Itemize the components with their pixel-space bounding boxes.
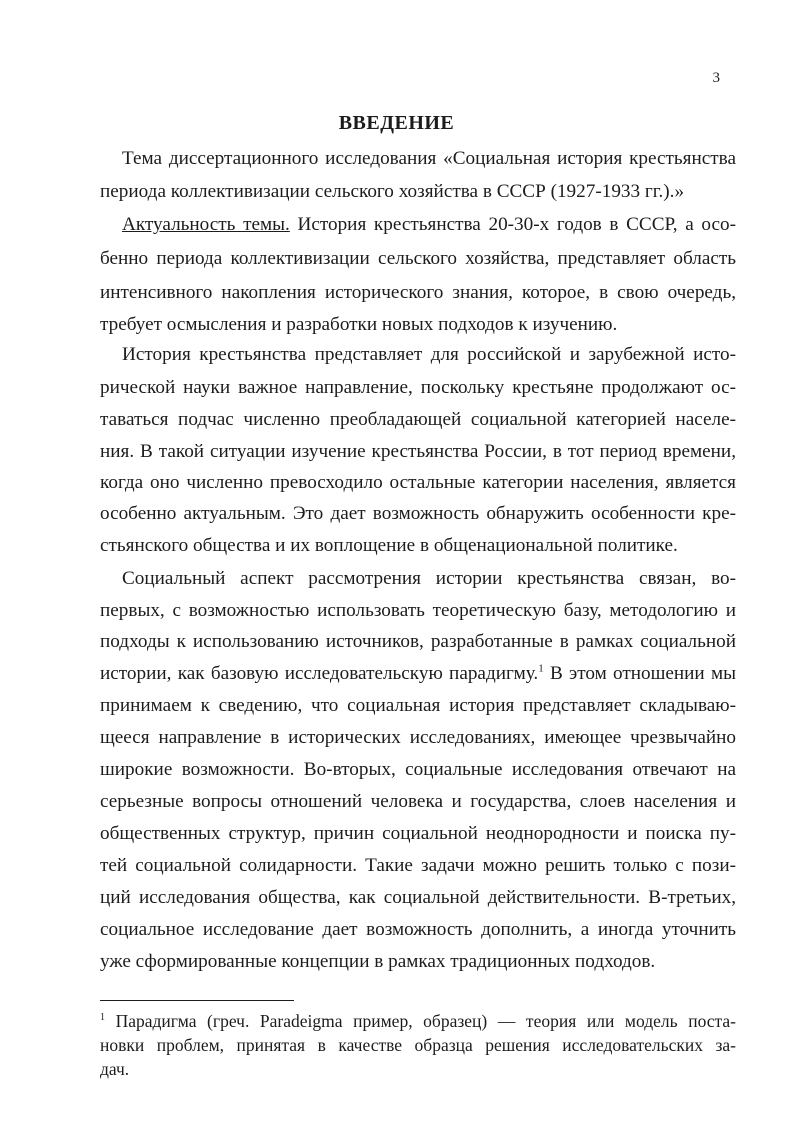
text-line: широкие возможности. Во-вторых, социальные исследования отвечают на: [100, 759, 736, 780]
text-line: стьянского общества и их воплощение в общенациональной политике.: [100, 535, 678, 556]
text-line: [100, 661, 736, 687]
text-line: первых, с возможностью использовать теоретическую базу, методологию и: [100, 600, 736, 621]
footnote-divider: [100, 1000, 294, 1001]
text-line: принимаем к сведению, что социальная история представляет складываю-: [100, 695, 736, 716]
text-fragment: В этом отношении мы: [543, 663, 736, 684]
text-line: Социальный аспект рассмотрения истории крестьянства связан, во-: [122, 568, 736, 589]
text-line: периода коллективизации сельского хозяйства в СССР (1927-1933 гг.).»: [100, 181, 685, 202]
text-fragment: истории, как базовую исследовательскую парадигму.: [100, 663, 539, 684]
text-line: уже сформированные концепции в рамках традиционных подходов.: [100, 951, 656, 972]
text-line: интенсивного накопления исторического знания, которое, в свою очередь,: [100, 282, 736, 303]
text-fragment: Парадигма (греч. Paradeigma пример, образец) — теория или модель поста-: [105, 1011, 736, 1031]
text-line: таваться подчас численно преобладающей социальной категорией населе-: [100, 409, 736, 430]
footnote-reference[interactable]: 1: [538, 662, 544, 675]
text-line: подходы к использованию источников, разработанные в рамках социальной: [100, 631, 736, 652]
footnote-line: дач.: [100, 1059, 130, 1079]
text-line: бенно периода коллективизации сельского хозяйства, представляет область: [100, 248, 736, 269]
text-line: общественных структур, причин социальной неоднородности и поиска пу-: [100, 823, 736, 844]
text-line: когда оно численно превосходило остальные категории населения, является: [100, 472, 736, 493]
text-line: социальное исследование дает возможность дополнить, а иногда уточнить: [100, 919, 736, 940]
footnote-line: [100, 1010, 736, 1032]
text-fragment: История крестьянства 20-30-х годов в СССР, а осо-: [289, 214, 737, 235]
underlined-lead: Актуальность темы.: [122, 214, 290, 235]
text-line: Тема диссертационного исследования «Социальная история крестьянства: [122, 148, 736, 169]
text-line: серьезные вопросы отношений человека и государства, слоев населения и: [100, 791, 736, 812]
text-line: ций исследования общества, как социальной действительности. В-третьих,: [100, 887, 736, 908]
footnote-mark: 1: [100, 1012, 105, 1024]
text-line: История крестьянства представляет для российской и зарубежной исто-: [122, 344, 736, 365]
footnote-line: новки проблем, принятая в качестве образца решения исследовательских за-: [100, 1035, 736, 1055]
text-line: тей социальной солидарности. Такие задачи можно решить только с пози-: [100, 855, 736, 876]
section-heading: ВВЕДЕНИЕ: [338, 112, 455, 134]
text-line: особенно актуальным. Это дает возможность обнаружить особенности кре-: [100, 503, 736, 524]
text-line: ния. В такой ситуации изучение крестьянства России, в тот период времени,: [100, 441, 736, 462]
text-line: [122, 212, 736, 238]
text-line: требует осмысления и разработки новых подходов к изучению.: [100, 314, 618, 335]
text-line: щееся направление в исторических исследованиях, имеющее чрезвычайно: [100, 727, 736, 748]
text-line: рической науки важное направление, поскольку крестьяне продолжают ос-: [100, 377, 736, 398]
page-number: 3: [712, 70, 720, 86]
